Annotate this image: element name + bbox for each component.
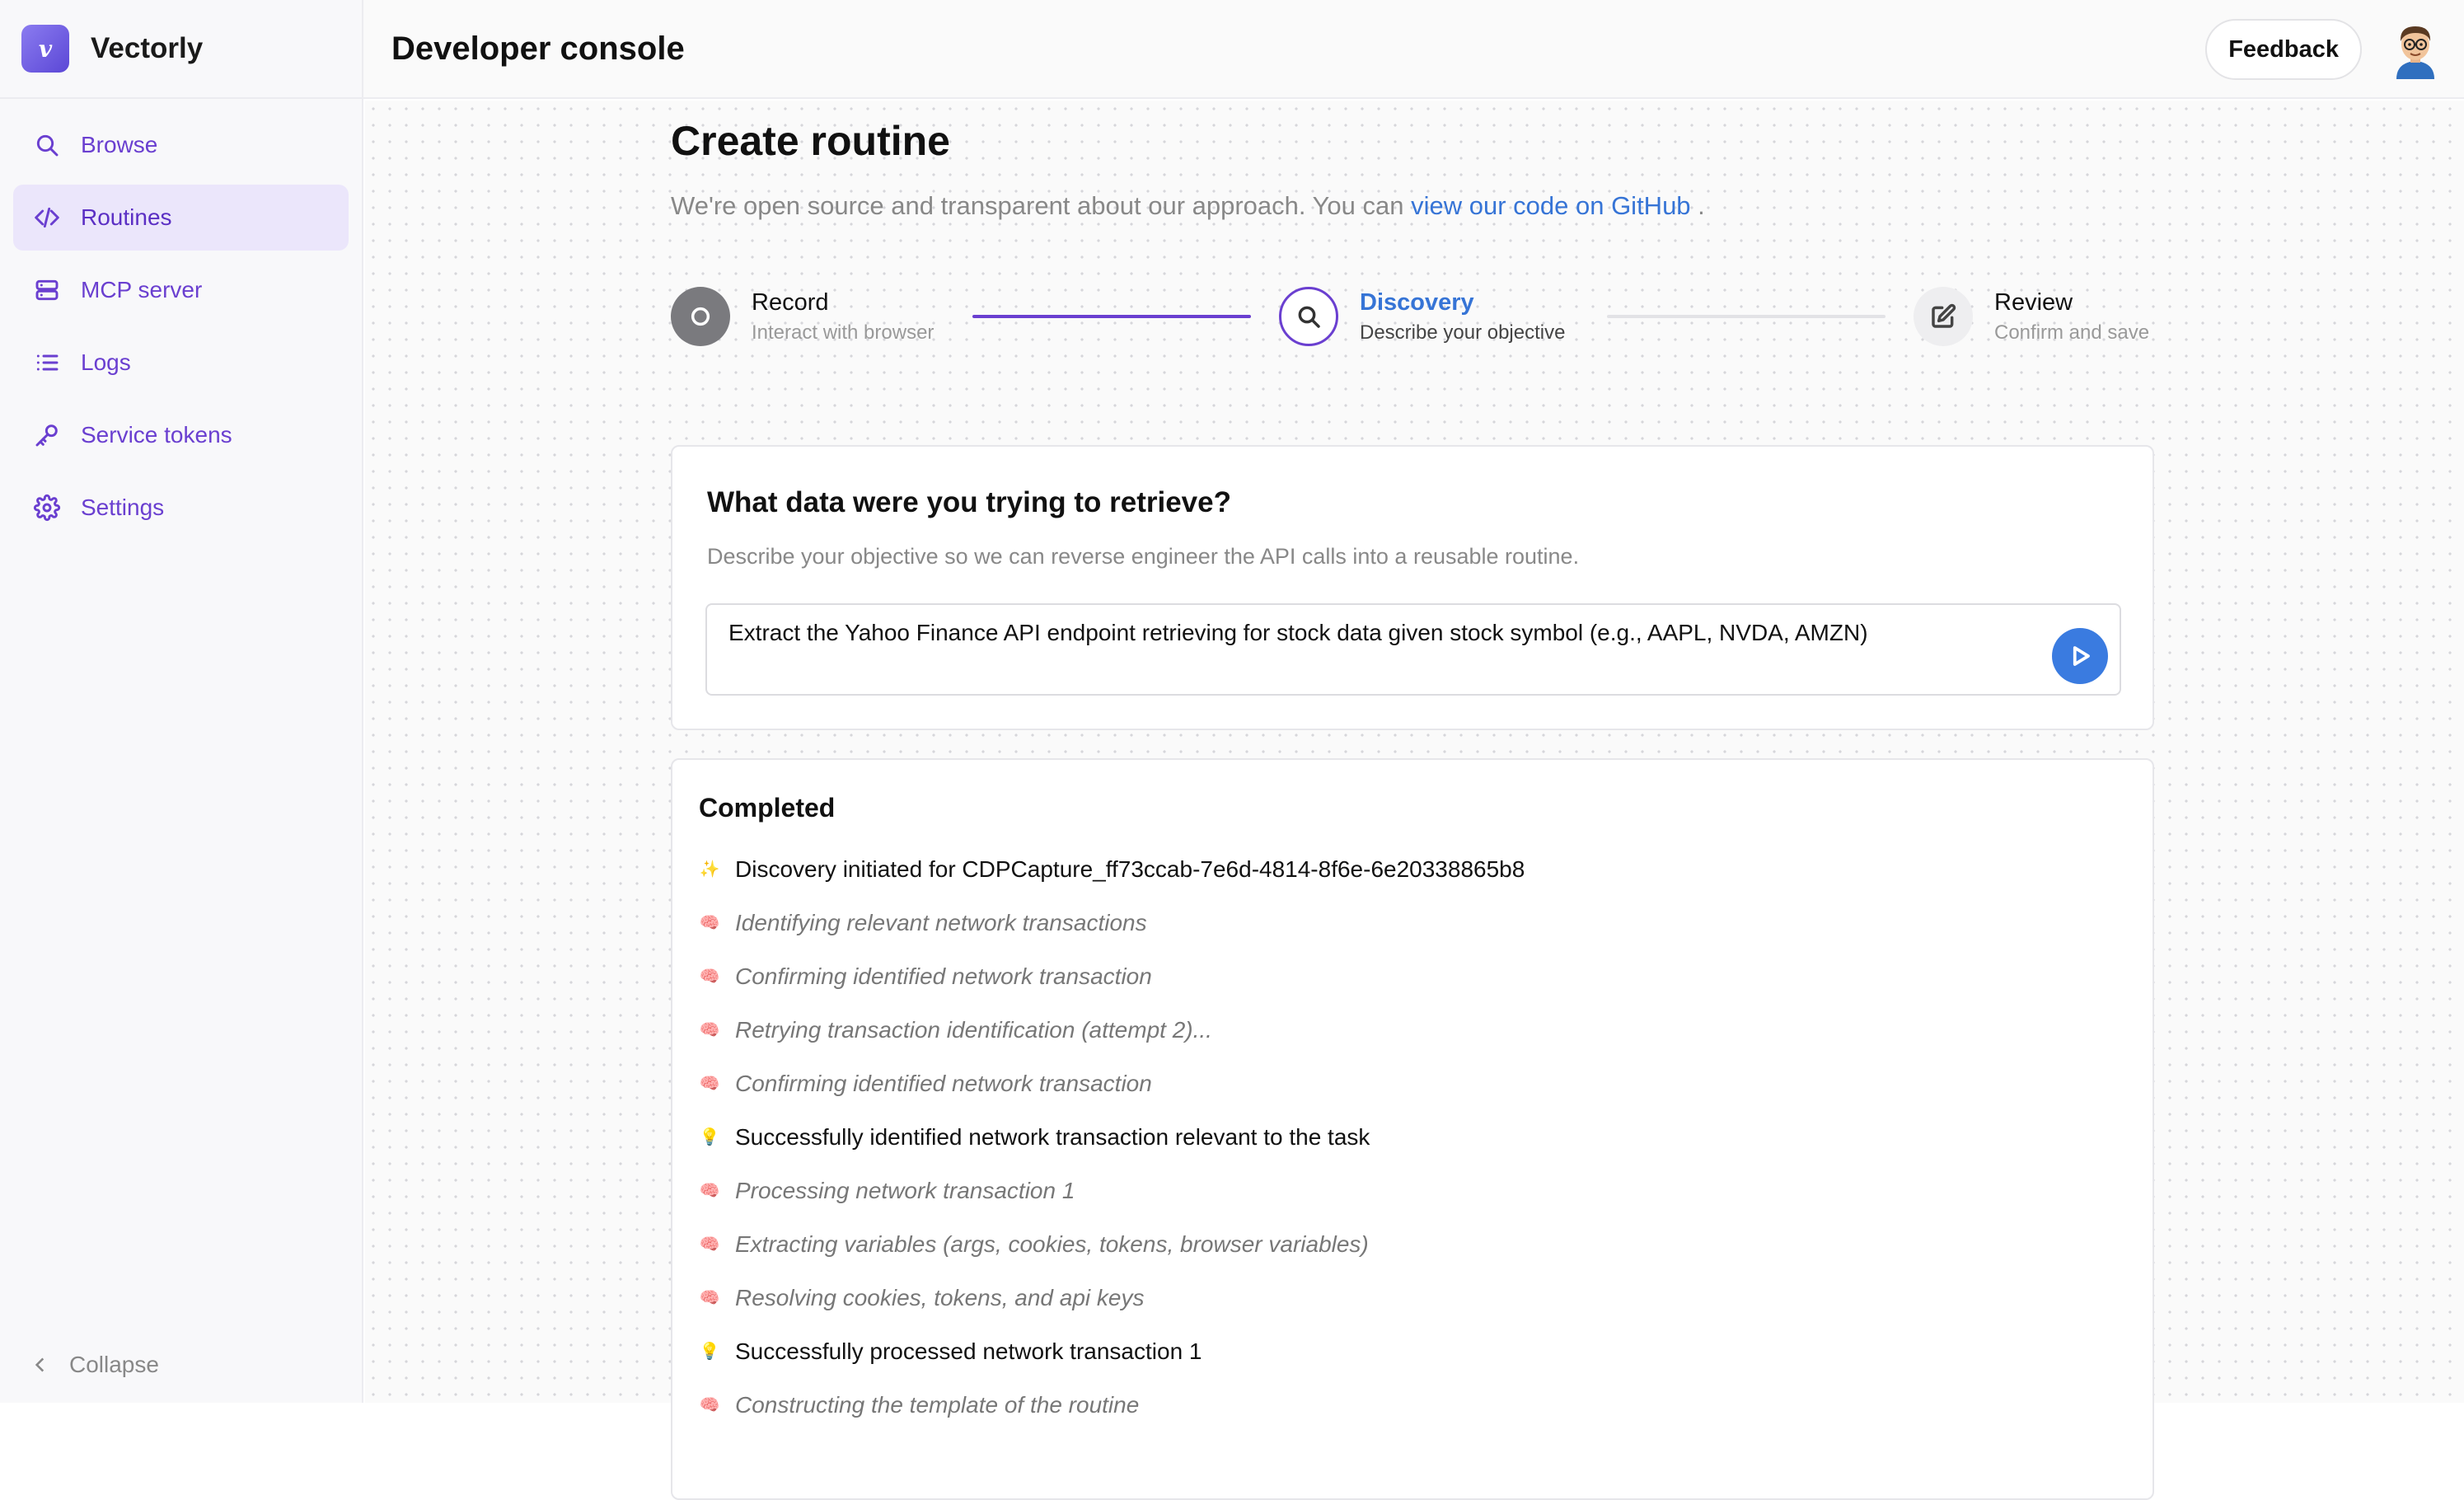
code-icon — [33, 204, 61, 232]
log-item-text: Retrying transaction identification (attempt 2)... — [735, 1016, 1212, 1043]
page-title: Create routine — [671, 118, 950, 164]
list-item — [699, 949, 1525, 1003]
step-label: Review — [1994, 288, 2073, 316]
user-avatar-icon — [2388, 20, 2443, 79]
list-item — [699, 1378, 1525, 1432]
sidebar-item-label: Service tokens — [81, 422, 232, 448]
sidebar — [0, 0, 363, 1403]
gear-icon — [33, 494, 61, 522]
brain-icon: 🧠 — [699, 1182, 720, 1200]
sidebar-item-mcp-server[interactable] — [13, 257, 349, 323]
chevron-left-icon — [30, 1354, 51, 1376]
lightbulb-icon: 💡 — [699, 1343, 720, 1361]
collapse-label: Collapse — [69, 1352, 159, 1377]
list-icon — [33, 349, 61, 377]
step-label: Record — [752, 288, 829, 316]
list-item — [699, 1217, 1525, 1271]
step-record-circle — [671, 287, 730, 346]
edit-icon — [1930, 303, 1956, 330]
log-item-text: Successfully processed network transaction 1 — [735, 1338, 1202, 1364]
log-item-text: Confirming identified network transaction — [735, 1070, 1152, 1096]
log-title: Completed — [699, 793, 836, 823]
list-item — [699, 1110, 1525, 1164]
objective-title: What data were you trying to retrieve? — [707, 486, 1231, 518]
brain-icon: 🧠 — [699, 914, 720, 932]
brain-icon: 🧠 — [699, 1396, 720, 1414]
step-record-text — [752, 289, 934, 345]
step-discovery-text — [1360, 289, 1565, 345]
stepper — [671, 287, 2154, 346]
sparkles-icon: ✨ — [699, 860, 720, 879]
github-link[interactable]: view our code on GitHub — [1411, 191, 1691, 220]
sidebar-item-service-tokens[interactable] — [13, 402, 349, 468]
sidebar-item-label: Routines — [81, 204, 172, 230]
step-review[interactable] — [1914, 287, 2149, 346]
list-item — [699, 1324, 1525, 1378]
progress-log-card — [671, 758, 2154, 1500]
step-sub: Interact with browser — [752, 321, 935, 344]
step-review-text — [1994, 289, 2149, 345]
description-suffix: . — [1690, 191, 1705, 220]
sidebar-item-logs[interactable] — [13, 330, 349, 396]
brain-icon: 🧠 — [699, 1289, 720, 1307]
log-item-text: Resolving cookies, tokens, and api keys — [735, 1284, 1145, 1310]
sidebar-item-label: Settings — [81, 495, 165, 520]
objective-card — [671, 445, 2154, 730]
step-record[interactable] — [671, 287, 934, 346]
send-button[interactable] — [2052, 628, 2108, 684]
log-item-text: Constructing the template of the routine — [735, 1391, 1140, 1418]
lightbulb-icon: 💡 — [699, 1128, 720, 1146]
log-item-text: Extracting variables (args, cookies, tokens, browser variables) — [735, 1230, 1369, 1257]
description-text: We're open source and transparent about our approach. You can — [671, 191, 1412, 220]
avatar[interactable] — [2388, 20, 2443, 79]
vectorly-logo-icon: v — [21, 25, 69, 73]
key-icon — [33, 421, 61, 449]
brand[interactable] — [0, 0, 362, 99]
brain-icon: 🧠 — [699, 1075, 720, 1093]
list-item — [699, 1164, 1525, 1217]
brand-name: Vectorly — [91, 32, 204, 64]
sidebar-item-settings[interactable] — [13, 475, 349, 541]
brain-icon: 🧠 — [699, 1235, 720, 1254]
log-item-text: Identifying relevant network transactions — [735, 909, 1147, 935]
collapse-button[interactable] — [30, 1352, 159, 1378]
search-icon — [1295, 303, 1322, 330]
log-item-text: Successfully identified network transaction relevant to the task — [735, 1123, 1370, 1150]
step-label: Discovery — [1360, 288, 1474, 316]
step-discovery-circle — [1279, 287, 1338, 346]
sidebar-item-browse[interactable] — [13, 112, 349, 178]
list-item — [699, 1003, 1525, 1057]
sidebar-item-routines[interactable] — [13, 185, 349, 251]
connector-completed — [972, 315, 1251, 318]
objective-input[interactable] — [705, 603, 2121, 696]
sidebar-item-label: Logs — [81, 349, 131, 375]
connector-pending — [1607, 315, 1885, 318]
list-item — [699, 1271, 1525, 1324]
main-canvas — [365, 101, 2464, 1418]
play-icon — [2068, 644, 2092, 668]
list-item — [699, 842, 1525, 896]
objective-input-value[interactable]: Extract the Yahoo Finance API endpoint retrieving for stock data given stock symbol (e.g., AAPL, NVDA, AMZN) — [728, 620, 1868, 645]
step-review-circle — [1914, 287, 1973, 346]
brain-icon: 🧠 — [699, 968, 720, 986]
log-item-text: Confirming identified network transaction — [735, 963, 1152, 989]
step-sub: Confirm and save — [1994, 321, 2150, 344]
objective-description: Describe your objective so we can reverse engineer the API calls into a reusable routine. — [707, 544, 1580, 569]
top-header — [363, 0, 2464, 99]
sidebar-item-label: Browse — [81, 132, 158, 157]
sidebar-nav — [0, 99, 362, 560]
step-sub: Describe your objective — [1360, 321, 1566, 344]
page-header-title: Developer console — [391, 30, 685, 67]
server-icon — [33, 276, 61, 304]
log-item-text: Discovery initiated for CDPCapture_ff73ccab-7e6d-4814-8f6e-6e20338865b8 — [735, 855, 1525, 882]
list-item — [699, 1057, 1525, 1110]
log-item-text: Processing network transaction 1 — [735, 1177, 1075, 1203]
search-icon — [33, 131, 61, 159]
log-list — [699, 842, 1525, 1432]
record-circle-icon — [687, 303, 714, 330]
step-discovery[interactable] — [1279, 287, 1565, 346]
brain-icon: 🧠 — [699, 1021, 720, 1039]
feedback-button[interactable]: Feedback — [2205, 19, 2362, 80]
sidebar-item-label: MCP server — [81, 277, 203, 302]
list-item — [699, 896, 1525, 949]
page-description — [671, 191, 1705, 221]
